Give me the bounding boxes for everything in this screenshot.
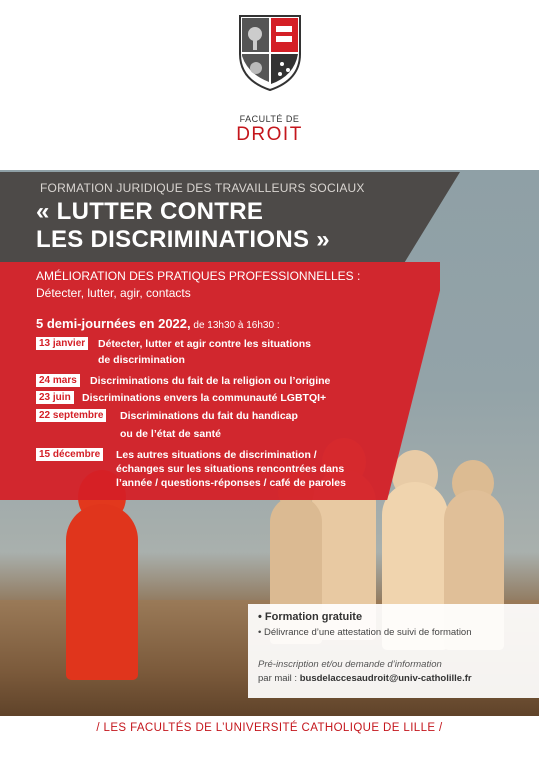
title-line-1: « LUTTER CONTRE — [36, 198, 264, 225]
free-training: • Formation gratuite — [258, 611, 363, 623]
session-description: Discriminations envers la communauté LGBTQI+ — [82, 392, 327, 404]
session-description: Discriminations du fait de la religion ou l’origine — [90, 375, 331, 387]
certificate-note: • Délivrance d’une attestation de suivi de formation — [258, 627, 472, 638]
session-date: 23 juin — [36, 391, 74, 404]
faculty-label: FACULTÉ DE — [239, 114, 300, 124]
session-date: 24 mars — [36, 374, 80, 387]
session-date: 15 décembre — [36, 448, 103, 461]
sessions-time: de 13h30 à 16h30 : — [190, 320, 280, 331]
preinscription-note: Pré-inscription et/ou demande d’information — [258, 659, 442, 670]
session-description: Détecter, lutter et agir contre les situations — [98, 338, 311, 350]
program-subheading: Détecter, lutter, agir, contacts — [36, 286, 191, 300]
sessions-count: 5 demi-journées en 2022, — [36, 316, 191, 331]
footer-text: / LES FACULTÉS DE L’UNIVERSITÉ CATHOLIQUE DE LILLE / — [96, 722, 443, 734]
title-line-2: LES DISCRIMINATIONS » — [36, 226, 330, 253]
program-heading: AMÉLIORATION DES PRATIQUES PROFESSIONNELLES : — [36, 269, 361, 283]
faculty-crest-logo — [236, 12, 304, 92]
session-description-line: échanges sur les situations rencontrées dans — [116, 463, 345, 475]
session-description: Les autres situations de discrimination / — [116, 449, 317, 461]
sessions-title — [36, 316, 280, 331]
session-description-line: de discrimination — [98, 354, 185, 366]
contact-email-link[interactable]: busdelaccesaudroit@univ-catholille.fr — [299, 673, 472, 684]
training-subtitle: FORMATION JURIDIQUE DES TRAVAILLEURS SOCIAUX — [40, 181, 365, 195]
session-description: Discriminations du fait du handicap — [120, 410, 298, 422]
session-description-line: l’année / questions-réponses / café de paroles — [116, 477, 346, 489]
faculty-name: DROIT — [236, 124, 303, 145]
session-date: 13 janvier — [36, 337, 88, 350]
contact-prefix: par mail : — [258, 673, 300, 684]
session-date: 22 septembre — [36, 409, 106, 422]
session-description-line: ou de l’état de santé — [120, 428, 221, 440]
red-wooden-figure — [66, 504, 138, 680]
contact-line — [258, 673, 472, 684]
